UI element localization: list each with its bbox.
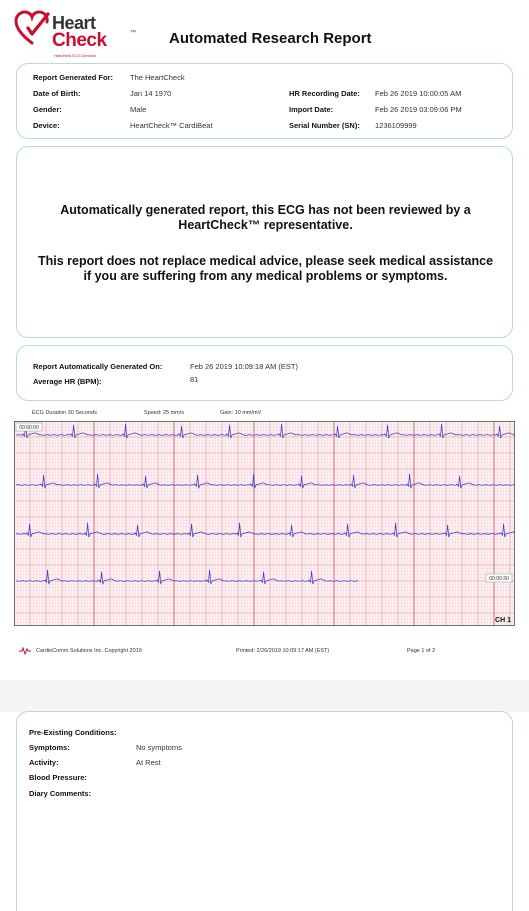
heartcheck-logo [14, 8, 136, 58]
ecg-start-time: 00:00:00 [19, 425, 39, 431]
page-title: Automated Research Report [169, 30, 372, 47]
diary-comments-label: Diary Comments: [29, 789, 92, 798]
dob-label: Date of Birth: [33, 89, 81, 98]
ecg-duration: ECG Duration 30 Seconds [32, 410, 97, 416]
serial-number-label: Serial Number (SN): [289, 121, 360, 130]
activity-value: At Rest [136, 758, 161, 767]
logo-tagline: Handheld ECG Devices [54, 53, 97, 58]
ecg-gain: Gain: 10 mm/mV [220, 410, 262, 416]
device-label: Device: [33, 121, 60, 130]
symptoms-label: Symptoms: [29, 743, 70, 752]
logo-trademark: ™ [130, 30, 136, 36]
generated-on-value: Feb 26 2019 10:09:18 AM (EST) [190, 362, 298, 371]
ecg-strip-chart [14, 421, 515, 626]
logo-heart-text: Heart [52, 13, 96, 33]
serial-number-value: 1236109999 [375, 121, 417, 130]
conditions-header: Pre-Existing Conditions: [29, 728, 117, 737]
average-hr-label: Average HR (BPM): [33, 377, 102, 386]
ecg-speed: Speed: 25 mm/s [144, 410, 185, 416]
import-date-label: Import Date: [289, 105, 334, 114]
disclaimer-review-notice: Automatically generated report, this ECG has not been reviewed by a HeartCheck™ representative. [60, 203, 471, 232]
generation-info-panel [16, 345, 513, 401]
blood-pressure-label: Blood Pressure: [29, 773, 87, 782]
footer-page-number: Page 1 of 2 [407, 648, 436, 654]
gender-label: Gender: [33, 105, 62, 114]
dob-value: Jan 14 1970 [130, 89, 172, 98]
gender-value: Male [130, 105, 147, 114]
ecg-end-time: 00:00:30 [489, 576, 509, 582]
footer-printed: Printed: 2/26/2019 10:09:17 AM (EST) [236, 648, 330, 654]
hr-recording-value: Feb 26 2019 10:00:05 AM [375, 89, 462, 98]
hr-recording-label: HR Recording Date: [289, 89, 360, 98]
ecg-grid-svg [14, 421, 515, 626]
import-date-value: Feb 26 2019 03:09:06 PM [375, 105, 462, 114]
activity-label: Activity: [29, 758, 59, 767]
disclaimer-panel [16, 146, 513, 338]
device-value: HeartCheck™ CardiBeat [130, 121, 213, 130]
report-for-label: Report Generated For: [33, 73, 114, 82]
patient-info-panel [16, 63, 513, 139]
page-separator [0, 680, 529, 712]
logo-check-text: Check [52, 30, 107, 51]
disclaimer-medical-advice: This report does not replace medical advice, please seek medical assistance if you are suffering from any medical problems or symptoms. [37, 254, 494, 283]
average-hr-value: 81 [190, 375, 199, 384]
report-for-value: The HeartCheck [130, 73, 185, 82]
generated-on-label: Report Automatically Generated On: [33, 362, 163, 371]
ecg-channel-label: CH 1 [495, 617, 511, 624]
footer-copyright: CardioComm Solutions Inc. Copyright 2019 [36, 648, 142, 654]
cardiocomm-logo-icon [18, 647, 32, 655]
conditions-panel [16, 711, 513, 911]
symptoms-value: No symptoms [136, 743, 182, 752]
heart-icon [14, 10, 50, 46]
